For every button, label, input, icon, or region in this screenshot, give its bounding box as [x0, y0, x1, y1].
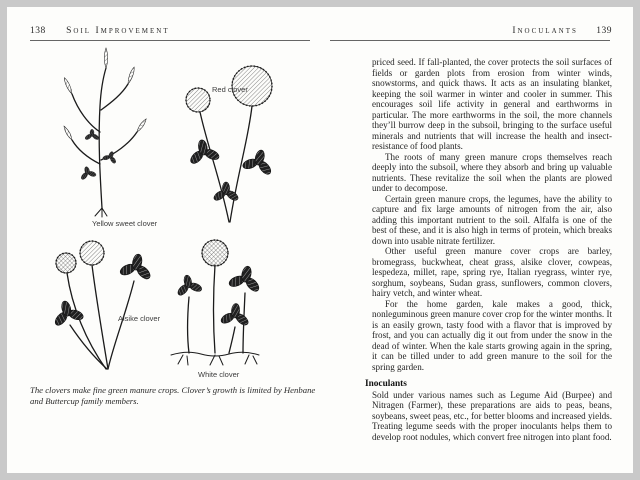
yellow-sweet-clover-drawing: [63, 48, 148, 217]
paragraph-kale: For the home garden, kale makes a good, thick, nonleguminous green manure cover crop for the winter months. It is an easily grown, tasty food with a flavor that is improved by frost, and you can actually dig it out from under the snow in the dead of winter. When the kale starts growing again in the spring, it can be tilled under to add green manure to the soil for the spring garden.: [372, 298, 612, 372]
right-page-number: 139: [596, 26, 612, 36]
left-page-number: 138: [30, 26, 46, 36]
label-red-clover: Red clover: [212, 85, 248, 94]
label-white-clover: White clover: [198, 370, 240, 379]
alsike-clover-drawing: [49, 241, 156, 369]
white-clover-drawing: [171, 240, 265, 365]
paragraph-roots: The roots of many green manure crops themselves reach deeply into the subsoil, where they absorb and bring up valuable nutrients. These revitalize the soil when the plants are plowed under to decompose.: [372, 151, 612, 193]
label-yellow-sweet-clover: Yellow sweet clover: [92, 219, 158, 228]
paragraph-legumes: Certain green manure crops, the legumes, have the ability to capture and fix large amounts of nitrogen from the air, also adding this important nutrient to the soil. Alfalfa is one of the best of these, and it is also high in terms of protein, which breaks down into usable nitrate fertilizer.: [372, 193, 612, 246]
section-heading-inoculants: Inoculants: [365, 379, 407, 389]
figure-caption: The clovers make fine green manure crops. Clover’s growth is limited by Henbane and Buttercup family members.: [30, 385, 316, 406]
paragraph-cover-crops: Other useful green manure cover crops are barley, bromegrass, buckwheat, cheat grass, alsike clover, cowpeas, lespedeza, millet, rape, spring rye, Italian ryegrass, winter rye, sorghum, soybeans, Sudan grass, sunflowers, common clovers, hairy vetch, and winter wheat.: [372, 246, 612, 298]
right-running-head: [512, 26, 612, 36]
page-spread: [7, 7, 633, 473]
label-alsike-clover: Alsike clover: [118, 314, 161, 323]
clover-illustration: [33, 35, 313, 385]
right-header-rule: [330, 40, 610, 41]
left-running-head-title: Soil Improvement: [66, 26, 170, 36]
right-running-head-title: Inoculants: [512, 26, 578, 36]
paragraph-continued: priced seed. If fall-planted, the cover protects the soil surfaces of fields or garden plots from erosion from winter winds, snowstorms, and quick thaws. It acts as an insulating blanket, keeping the soil warmer in winter and cooler in summer. This encourages soil life activity in general and earthworms in particular. The more earthworms in the soil, the more channels they’ll burrow deep in the subsoil, bringing to the surface useful minerals and nutrients that will increase the health and insect-resistance of food plants.: [372, 57, 612, 151]
body-text: [365, 57, 612, 442]
paragraph-inoculants: Sold under various names such as Legume Aid (Burpee) and Nitragen (Farmer), these preparations are aids to peas, beans, soybeans, sweet peas, etc., for better blooms and increased yields. Treating legume seeds with the proper inoculants helps them to develop root nodules, which convert free nitrogen into plant food.: [372, 389, 612, 442]
